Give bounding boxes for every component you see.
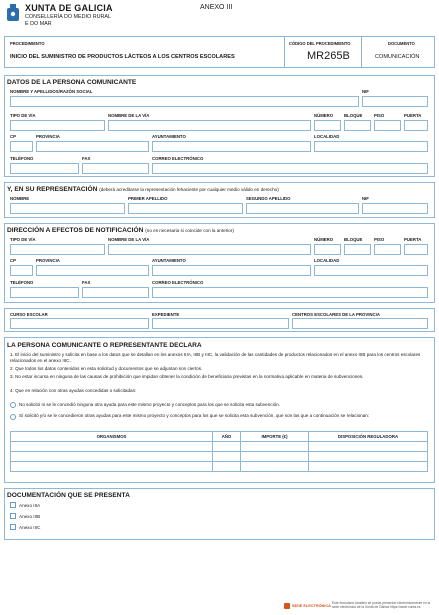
municipality-field[interactable] <box>152 141 311 152</box>
declaration-item-1: 1. El inicio del suministro y solicita en base a los datos que se detallan en los anexos IIIA, IIIB y IIIC, la validación de las cantidades de productos relacionados en el anexo IIIB para los centros escolares relacionados en el anexo IIIC. <box>10 352 421 364</box>
floor-label: PISO <box>374 113 385 118</box>
annex-iiib-label: Anexo IIIB <box>19 514 41 519</box>
notif-via-name-field[interactable] <box>108 244 311 255</box>
table-cell[interactable] <box>11 442 213 452</box>
fax-label: FAX <box>82 156 91 161</box>
table-row <box>11 442 428 452</box>
table-cell[interactable] <box>11 462 213 472</box>
notif-locality-label: LOCALIDAD <box>314 258 340 263</box>
email-label: CORREO ELECTRÓNICO <box>152 156 204 161</box>
notif-province-field[interactable] <box>36 265 149 276</box>
notif-cp-field[interactable] <box>10 265 33 276</box>
file-field[interactable] <box>152 318 289 329</box>
notif-municipality-field[interactable] <box>152 265 311 276</box>
rep-name-label: NOMBRE <box>10 196 30 201</box>
annex-iiia-label: Anexo IIIA <box>19 503 41 508</box>
yes-aid-option-label: Sí solicitó y/o se le concedieron otras ayudas para este mismo proyecto y conceptos para los que se solicita esta subvención, que son las que a continuación se relacionan: <box>19 413 370 418</box>
department-name: CONSELLERÍA DO MEDIO RURAL E DO MAR <box>25 14 111 27</box>
centers-field[interactable] <box>292 318 428 329</box>
nif-field[interactable] <box>362 96 428 107</box>
table-cell[interactable] <box>213 442 241 452</box>
footer-note: Este formulario también se puede presentar electrónicamente en la sede electrónica de la Xunta de Galicia https://sede.xunta.es <box>332 601 431 610</box>
notif-cp-label: CP <box>10 258 16 263</box>
name-field[interactable] <box>10 96 359 107</box>
notif-phone-field[interactable] <box>10 287 79 298</box>
col-organisms: ORGANISMOS <box>11 432 213 442</box>
no-aid-radio[interactable] <box>10 402 16 408</box>
aids-table <box>10 431 428 472</box>
notif-locality-field[interactable] <box>314 265 428 276</box>
notif-via-name-label: NOMBRE DE LA VÍA <box>108 237 150 242</box>
notification-title: DIRECCIÓN A EFECTOS DE NOTIFICACIÓN (no es necesaria si coincide con la anterior) <box>7 227 234 234</box>
table-cell[interactable] <box>309 442 428 452</box>
annex-iiib-checkbox[interactable] <box>10 513 16 519</box>
via-name-field[interactable] <box>108 120 311 131</box>
centers-label: CENTROS ESCOLARES DE LA PROVINCIA <box>292 312 380 317</box>
name-label: NOMBRE Y APELLIDOS/RAZÓN SOCIAL <box>10 89 93 94</box>
sede-logo-icon <box>284 603 290 609</box>
notif-block-label: BLOQUE <box>344 237 363 242</box>
nif-label: NIF <box>362 89 369 94</box>
number-field[interactable] <box>314 120 341 131</box>
email-field[interactable] <box>152 163 428 174</box>
annex-iiia-checkbox[interactable] <box>10 502 16 508</box>
applicant-title: DATOS DE LA PERSONA COMUNICANTE <box>7 79 137 86</box>
notif-door-field[interactable] <box>404 244 428 255</box>
course-field[interactable] <box>10 318 149 329</box>
cp-label: CP <box>10 134 16 139</box>
notif-email-field[interactable] <box>152 287 428 298</box>
notif-door-label: PUERTA <box>404 237 422 242</box>
notif-phone-label: TELÉFONO <box>10 280 34 285</box>
table-cell[interactable] <box>213 452 241 462</box>
notif-number-field[interactable] <box>314 244 341 255</box>
document-label: DOCUMENTO <box>388 41 415 46</box>
xunta-coat-of-arms-icon <box>6 4 20 22</box>
col-year: AÑO <box>213 432 241 442</box>
document-cell <box>361 37 436 67</box>
declaration-item-2: 2. Que todos los datos contenidos en esta solicitud y documentos que se adjuntan son ciertos. <box>10 366 203 371</box>
rep-nif-label: NIF <box>362 196 369 201</box>
col-regulation: DISPOSICIÓN REGULADORA <box>309 432 428 442</box>
block-label: BLOQUE <box>344 113 363 118</box>
representative-title: Y, EN SU REPRESENTACIÓN (deberá acreditarse la representación fehaciente por cualquier medio válido en derecho) <box>7 186 279 193</box>
table-row <box>11 452 428 462</box>
floor-field[interactable] <box>374 120 401 131</box>
notif-email-label: CORREO ELECTRÓNICO <box>152 280 204 285</box>
via-type-label: TIPO DE VÍA <box>10 113 36 118</box>
notif-province-label: PROVINCIA <box>36 258 60 263</box>
table-cell[interactable] <box>241 452 309 462</box>
notif-fax-label: FAX <box>82 280 91 285</box>
rep-name-field[interactable] <box>10 203 125 214</box>
annex-iiic-checkbox[interactable] <box>10 524 16 530</box>
rep-surname1-field[interactable] <box>128 203 243 214</box>
annex-label: ANEXO III <box>200 4 233 11</box>
notif-floor-field[interactable] <box>374 244 401 255</box>
table-cell[interactable] <box>309 462 428 472</box>
table-cell[interactable] <box>11 452 213 462</box>
via-type-field[interactable] <box>10 120 105 131</box>
via-name-label: NOMBRE DE LA VÍA <box>108 113 150 118</box>
file-label: EXPEDIENTE <box>152 312 180 317</box>
table-cell[interactable] <box>241 442 309 452</box>
notif-floor-label: PISO <box>374 237 385 242</box>
province-field[interactable] <box>36 141 149 152</box>
locality-label: LOCALIDAD <box>314 134 340 139</box>
table-row <box>11 462 428 472</box>
aids-table-header <box>11 432 428 442</box>
declaration-item-4: 4. Que en relación con otras ayudas concedidas o solicitadas: <box>10 388 137 393</box>
fax-field[interactable] <box>82 163 149 174</box>
org-name: XUNTA DE GALICIA <box>25 3 113 13</box>
rep-nif-field[interactable] <box>362 203 428 214</box>
document-value: COMUNICACIÓN <box>375 54 420 60</box>
notif-municipality-label: AYUNTAMIENTO <box>152 258 186 263</box>
phone-field[interactable] <box>10 163 79 174</box>
code-label: CÓDIGO DEL PROCEDIMIENTO <box>289 41 351 46</box>
code-value: MR265B <box>307 50 350 62</box>
cp-field[interactable] <box>10 141 33 152</box>
procedure-box <box>4 36 435 68</box>
phone-label: TELÉFONO <box>10 156 34 161</box>
declaration-title: LA PERSONA COMUNICANTE O REPRESENTANTE DECLARA <box>7 342 202 349</box>
rep-surname2-field[interactable] <box>246 203 359 214</box>
table-cell[interactable] <box>309 452 428 462</box>
code-cell <box>284 37 361 67</box>
yes-aid-radio[interactable] <box>10 414 16 420</box>
declaration-item-3: 3. No estar incursa en ninguna de las causas de prohibición que impidan obtener la condición de beneficiaria previstas en la normativa aplicable en materia de subvenciones. <box>10 374 364 379</box>
notif-fax-field[interactable] <box>82 287 149 298</box>
rep-surname1-label: PRIMER APELLIDO <box>128 196 168 201</box>
procedure-label: PROCEDIMIENTO <box>10 41 45 46</box>
province-label: PROVINCIA <box>36 134 60 139</box>
municipality-label: AYUNTAMIENTO <box>152 134 186 139</box>
block-field[interactable] <box>344 120 371 131</box>
door-field[interactable] <box>404 120 428 131</box>
annex-iiic-label: Anexo IIIC <box>19 525 41 530</box>
notif-via-type-field[interactable] <box>10 244 105 255</box>
notif-block-field[interactable] <box>344 244 371 255</box>
table-cell[interactable] <box>241 462 309 472</box>
table-cell[interactable] <box>213 462 241 472</box>
rep-surname2-label: SEGUNDO APELLIDO <box>246 196 291 201</box>
door-label: PUERTA <box>404 113 422 118</box>
notif-number-label: NÚMERO <box>314 237 334 242</box>
number-label: NÚMERO <box>314 113 334 118</box>
course-label: CURSO ESCOLAR <box>10 312 48 317</box>
locality-field[interactable] <box>314 141 428 152</box>
col-amount: IMPORTE (€) <box>241 432 309 442</box>
no-aid-option-label: No solicitó ni se le concedió ninguna otra ayuda para este mismo proyecto y conceptos para los que se solicita esta subvención. <box>19 402 280 407</box>
documentation-title: DOCUMENTACIÓN QUE SE PRESENTA <box>7 492 130 499</box>
footer-brand: SEDE ELECTRÓNICA <box>292 604 331 608</box>
procedure-value: INICIO DEL SUMINISTRO DE PRODUCTOS LÁCTEOS A LOS CENTROS ESCOLARES <box>10 54 235 60</box>
notif-via-type-label: TIPO DE VÍA <box>10 237 36 242</box>
